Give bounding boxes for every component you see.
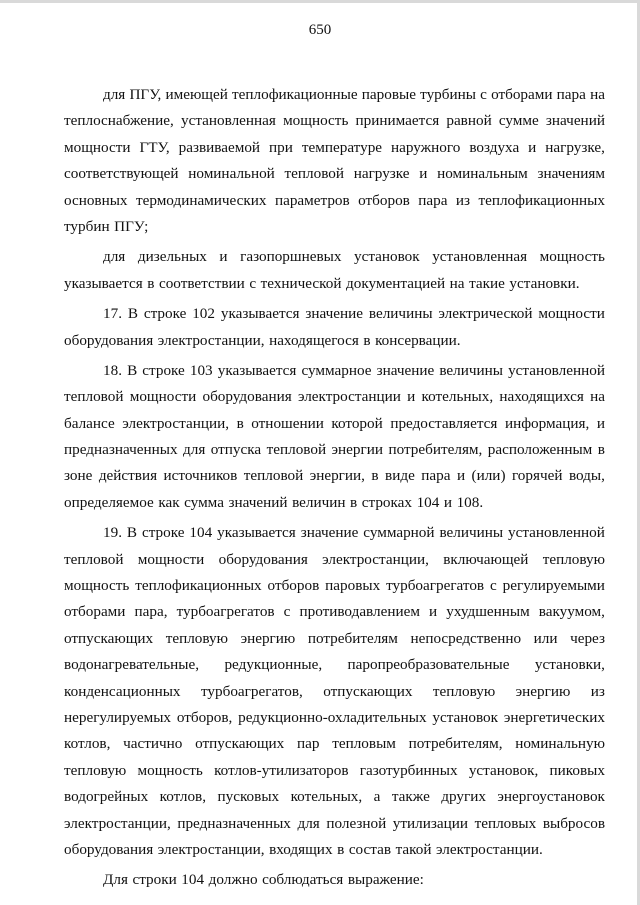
word: входящих	[269, 840, 333, 858]
word: в	[363, 331, 371, 349]
text-line	[64, 837, 605, 863]
word: строки	[132, 871, 177, 889]
word: в	[350, 493, 358, 511]
word: 102	[192, 305, 215, 323]
word: и	[596, 414, 605, 432]
word: установленной	[508, 524, 605, 542]
word: тепловой	[64, 550, 124, 568]
word: температуре	[301, 138, 383, 156]
word: предоставляется	[390, 414, 498, 432]
word: с	[283, 603, 291, 621]
word: соответствующей	[64, 165, 179, 183]
word: значениям	[537, 165, 605, 183]
word: в	[371, 467, 379, 485]
word: пара	[556, 86, 586, 103]
word: электростанции	[297, 388, 401, 406]
word: выражение:	[347, 871, 424, 889]
word: регулируемыми	[502, 577, 605, 595]
word: В	[126, 524, 138, 542]
word: потребителям	[307, 629, 398, 647]
word: мощность	[64, 577, 130, 595]
text-line	[64, 188, 605, 214]
word: Для	[103, 871, 128, 889]
word: тепловой	[284, 165, 344, 183]
word: частично	[123, 735, 183, 753]
word: вакуумом,	[538, 603, 605, 621]
word: включающей	[443, 550, 529, 568]
word: редукционно-охладительных	[238, 708, 427, 726]
word: установки,	[534, 656, 605, 674]
word: оборудования	[64, 840, 154, 858]
word: конденсационных	[64, 682, 181, 700]
word: мощности	[64, 138, 131, 156]
word: тепловую	[64, 761, 127, 779]
word: 104	[189, 524, 213, 542]
word: ухудшенным	[446, 603, 530, 621]
word: указывается	[220, 305, 300, 323]
text-line	[64, 271, 605, 297]
word: 104	[181, 871, 205, 889]
text-line	[64, 679, 605, 705]
word: пара,	[134, 603, 168, 621]
word: строке	[142, 361, 185, 379]
word: и	[456, 467, 466, 485]
word: отборов	[267, 577, 320, 595]
word: отпускающих	[323, 682, 413, 700]
word: из	[590, 682, 605, 700]
word: отпускающих	[195, 735, 285, 753]
word: дизельных	[137, 248, 207, 266]
word: теплофикационных	[135, 577, 262, 595]
text-line	[64, 731, 605, 757]
text-line	[64, 108, 605, 134]
word: документацией	[346, 274, 446, 292]
word: паровые	[361, 86, 416, 103]
word: энергию	[240, 629, 296, 647]
word: принимается	[355, 112, 440, 130]
word: 19.	[103, 524, 122, 542]
word: номинальной	[188, 165, 275, 183]
word: газотурбинных	[359, 761, 458, 779]
word: тепловым	[332, 735, 396, 753]
word: энергии,	[309, 467, 365, 485]
word: В	[127, 361, 138, 379]
word: основных	[64, 191, 128, 209]
word: котлов,	[64, 735, 111, 753]
word: действия	[98, 467, 158, 485]
word: и	[407, 388, 416, 406]
word: для	[103, 248, 126, 266]
word: электростанции,	[64, 814, 171, 832]
word: как	[158, 493, 180, 511]
word: строке	[143, 305, 187, 323]
word: информация,	[504, 414, 590, 432]
word: энергии	[331, 441, 383, 459]
text-line	[64, 437, 605, 463]
word: отборами	[64, 603, 126, 621]
word: такие	[469, 274, 505, 292]
word: параметров	[274, 191, 350, 209]
word: указывается	[217, 361, 297, 379]
word: водонагревательные,	[64, 656, 200, 674]
word: мощность	[539, 248, 605, 266]
text-line	[64, 161, 605, 187]
word: 103	[189, 361, 213, 379]
word: величины	[439, 361, 503, 379]
word: оборудования	[202, 388, 292, 406]
text-line	[64, 490, 605, 516]
word: водогрейных	[64, 788, 149, 806]
word: воздуха	[469, 138, 520, 156]
word: отпускающих	[64, 629, 154, 647]
paragraph	[64, 520, 605, 863]
word: технической	[260, 274, 342, 292]
word: электрической	[438, 305, 533, 323]
word: номинальную	[515, 735, 605, 753]
paragraph	[64, 867, 605, 893]
word: и	[429, 603, 438, 621]
word: турбины	[420, 86, 476, 103]
word: (или)	[471, 467, 506, 485]
text-line	[64, 135, 605, 161]
word: и	[443, 493, 453, 511]
word: должно	[208, 871, 258, 889]
word: установок	[353, 248, 420, 266]
word: отпуска	[210, 441, 262, 459]
text-line	[64, 626, 605, 652]
word: турбоагрегатов	[386, 577, 485, 595]
word: тепловую	[165, 629, 228, 647]
word: величины	[439, 524, 504, 542]
word: такой	[395, 840, 432, 858]
text-line	[64, 384, 605, 410]
word: выбросов	[542, 814, 605, 832]
word: находящихся	[499, 388, 584, 406]
word: отборов,	[176, 708, 233, 726]
word: оборудования	[64, 331, 154, 349]
word: в	[337, 840, 345, 858]
word: потребителям,	[408, 735, 503, 753]
word: пар	[297, 735, 320, 753]
paragraph	[64, 301, 605, 354]
word: утилизации	[392, 814, 468, 832]
text-line	[64, 705, 605, 731]
word: развиваемой	[178, 138, 261, 156]
word: нагрузке,	[545, 138, 605, 156]
word: равной	[446, 112, 492, 130]
word: в	[597, 441, 605, 459]
text-line	[64, 358, 605, 384]
word: величин	[292, 493, 346, 511]
word: с	[490, 577, 497, 595]
word: для	[103, 86, 126, 103]
word: теплофикационные	[232, 86, 358, 103]
word: тепловую	[432, 682, 496, 700]
word: имеющей	[165, 86, 228, 103]
word: расположенным	[487, 441, 593, 459]
word: ГТУ,	[139, 138, 170, 156]
document-body	[64, 82, 605, 894]
word: через	[570, 629, 605, 647]
word: непосредственно	[410, 629, 522, 647]
word: теплофикационных	[478, 191, 605, 209]
word: пара	[421, 467, 451, 485]
word: зоне	[64, 467, 93, 485]
word: турбоагрегатов,	[200, 682, 303, 700]
word: тепловой	[64, 388, 124, 406]
word: отборами	[491, 86, 553, 103]
word: энергетических	[503, 708, 605, 726]
word: котельных,	[421, 388, 494, 406]
word: определяемое	[64, 493, 154, 511]
word: суммарной	[363, 524, 435, 542]
word: котлов,	[159, 788, 207, 806]
text-line	[64, 82, 605, 108]
word: отношении	[251, 414, 324, 432]
word: источников	[163, 467, 238, 485]
word: ПГУ;	[114, 217, 149, 235]
word: установленная	[181, 112, 276, 130]
word: а	[373, 788, 381, 806]
word: на	[590, 388, 605, 406]
word: мощности	[538, 305, 605, 323]
word: или	[533, 629, 558, 647]
text-line	[64, 867, 605, 893]
word: тепловых	[474, 814, 537, 832]
word: находящегося	[269, 331, 359, 349]
word: мощности	[129, 388, 197, 406]
word: воды,	[568, 467, 605, 485]
word: в	[147, 274, 155, 292]
word: балансе	[64, 414, 115, 432]
word: при	[269, 138, 293, 156]
word: наружного	[391, 138, 461, 156]
word: из	[455, 191, 471, 209]
word: значений	[545, 112, 605, 130]
text-line	[64, 599, 605, 625]
text-line	[64, 244, 605, 270]
word: и	[419, 165, 428, 183]
word: других	[441, 788, 486, 806]
word: также	[391, 788, 430, 806]
word: паровых	[325, 577, 381, 595]
word: электростанции,	[122, 414, 230, 432]
word: консервации.	[375, 331, 461, 349]
word: нерегулируемых	[64, 708, 172, 726]
word: суммарное	[301, 361, 372, 379]
word: для	[297, 814, 320, 832]
page-number: 650	[308, 22, 332, 38]
word: значение	[305, 305, 364, 323]
text-line	[64, 328, 605, 354]
word: отборов	[358, 191, 410, 209]
word: электростанции.	[436, 840, 543, 858]
word: энергию	[515, 682, 571, 700]
word: установок,	[468, 761, 539, 779]
word: тепловую	[542, 550, 605, 568]
word: сумме	[498, 112, 539, 130]
word: паропреобразовательные	[347, 656, 510, 674]
word: турбин	[64, 217, 110, 235]
text-line	[64, 520, 605, 546]
word: с	[249, 274, 257, 292]
word: указывается	[217, 524, 296, 542]
word: пара	[418, 191, 448, 209]
paragraph	[64, 358, 605, 516]
word: 104	[416, 493, 440, 511]
word: теплоснабжение,	[64, 112, 174, 130]
word: тепловой	[266, 441, 327, 459]
word: полезной	[326, 814, 387, 832]
word: соблюдаться	[262, 871, 344, 889]
paragraph	[64, 244, 605, 297]
text-line	[64, 411, 605, 437]
word: пусковых	[217, 788, 280, 806]
word: электростанции,	[157, 840, 265, 858]
word: которой	[331, 414, 383, 432]
word: виде	[385, 467, 415, 485]
word: установок	[432, 708, 499, 726]
word: соответствии	[158, 274, 245, 292]
word: сумма	[184, 493, 224, 511]
scan-edge-top	[0, 0, 640, 3]
word: значений	[228, 493, 288, 511]
word: указывается	[64, 274, 143, 292]
word: 17.	[103, 305, 122, 323]
word: строках	[361, 493, 413, 511]
word: тепловой	[243, 467, 304, 485]
text-line	[64, 573, 605, 599]
word: и	[219, 248, 228, 266]
word: величины	[368, 305, 433, 323]
word: турбоагрегатов	[176, 603, 275, 621]
word: значение	[376, 361, 435, 379]
word: строке	[141, 524, 185, 542]
word: значение	[300, 524, 359, 542]
word: термодинамических	[135, 191, 267, 209]
word: на	[449, 274, 465, 292]
word: потребителям,	[388, 441, 483, 459]
word: для	[183, 441, 206, 459]
word: противодавлением	[299, 603, 420, 621]
text-line	[64, 784, 605, 810]
text-line	[64, 758, 605, 784]
word: установленная	[432, 248, 528, 266]
word: газопоршневых	[240, 248, 342, 266]
word: на	[590, 86, 605, 103]
word: энергоустановок	[497, 788, 605, 806]
text-line	[64, 463, 605, 489]
text-line	[64, 547, 605, 573]
word: оборудования	[218, 550, 308, 568]
word: мощность	[283, 112, 349, 130]
text-line	[64, 652, 605, 678]
word: 108.	[456, 493, 484, 511]
word: номинальным	[437, 165, 528, 183]
word: В	[127, 305, 138, 323]
text-line	[64, 811, 605, 837]
word: котельных,	[290, 788, 363, 806]
word: мощности	[137, 550, 205, 568]
word: нагрузке	[353, 165, 410, 183]
word: с	[480, 86, 487, 103]
word: котлов-утилизаторов	[214, 761, 349, 779]
word: в	[236, 414, 244, 432]
word: редукционные,	[224, 656, 323, 674]
word: и	[528, 138, 537, 156]
word: установленной	[508, 361, 605, 379]
word: состав	[348, 840, 392, 858]
word: 18.	[103, 361, 122, 379]
word: предназначенных	[64, 441, 178, 459]
text-line	[64, 214, 605, 240]
text-line	[64, 301, 605, 327]
word: электростанции,	[157, 331, 265, 349]
word: мощность	[137, 761, 203, 779]
word: ПГУ,	[129, 86, 162, 103]
word: предназначенных	[177, 814, 291, 832]
word: пиковых	[549, 761, 605, 779]
word: горячей	[511, 467, 563, 485]
word: электростанции,	[322, 550, 429, 568]
paragraph	[64, 82, 605, 240]
word: установки.	[509, 274, 580, 292]
